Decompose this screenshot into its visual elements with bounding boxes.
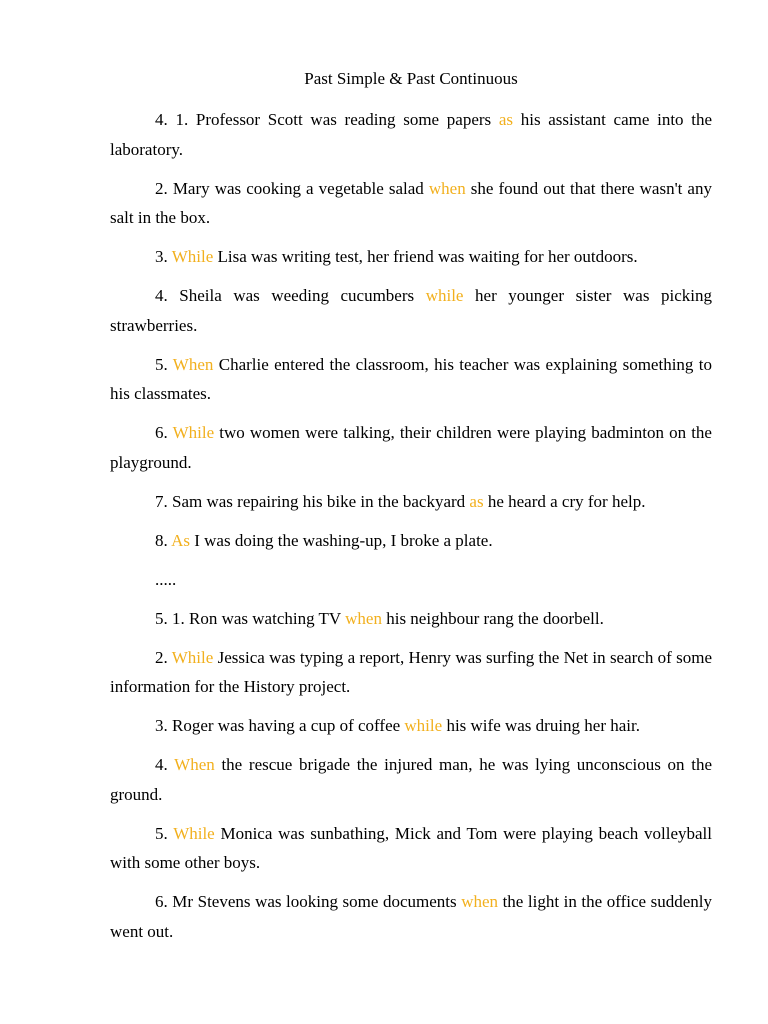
- sentence-text: 8.: [155, 530, 172, 550]
- paragraph: [110, 174, 712, 233]
- sentence-text: the light in the office suddenly went out.: [110, 892, 712, 941]
- conjunction-keyword: While: [172, 423, 215, 442]
- conjunction-keyword: as: [498, 110, 514, 129]
- sentence-text: 2. Mary was cooking a vegetable salad: [155, 178, 429, 198]
- sentence-text: she found out that there wasn't any salt in the box.: [110, 178, 712, 227]
- conjunction-keyword: While: [171, 247, 214, 266]
- sentence-text: 3. Roger was having a cup of coffee: [155, 716, 405, 735]
- paragraph: [110, 242, 712, 272]
- separator-dots: [110, 565, 712, 595]
- paragraph: [110, 105, 712, 164]
- paragraph: [110, 750, 712, 809]
- paragraph: [110, 350, 712, 409]
- document-page: [110, 66, 712, 956]
- paragraph: [110, 643, 712, 702]
- sentence-text: his wife was druing her hair.: [442, 716, 641, 735]
- conjunction-keyword: While: [173, 823, 215, 843]
- sentence-text: the rescue brigade the injured man, he was lying unconscious on the ground.: [110, 755, 712, 804]
- conjunction-keyword: While: [171, 647, 214, 667]
- paragraph: [110, 711, 712, 741]
- conjunction-keyword: as: [469, 491, 484, 511]
- sentence-text: 4. 1. Professor Scott was reading some papers: [155, 110, 499, 129]
- paragraph: [110, 526, 712, 556]
- document-title: Past Simple & Past Continuous: [304, 69, 518, 88]
- conjunction-keyword: while: [425, 286, 464, 305]
- sentence-text: Jessica was typing a report, Henry was surfing the Net in search of some information for the History project.: [110, 647, 712, 696]
- conjunction-keyword: When: [174, 755, 215, 774]
- sentence-text: 6. Mr Stevens was looking some documents: [155, 892, 462, 911]
- sentence-text: Charlie entered the classroom, his teacher was explaining something to his classmates.: [110, 354, 712, 403]
- sentence-text: he heard a cry for help.: [483, 491, 646, 511]
- conjunction-keyword: when: [461, 892, 499, 911]
- conjunction-keyword: As: [171, 530, 190, 550]
- sentence-text: .....: [155, 569, 177, 589]
- sentence-text: 6.: [155, 423, 173, 442]
- conjunction-keyword: when: [345, 608, 382, 628]
- sentence-text: 4.: [155, 755, 175, 774]
- sentence-text: 3.: [155, 247, 172, 266]
- sentence-text: her younger sister was picking strawberries.: [110, 286, 712, 335]
- sentence-text: 5.: [155, 823, 174, 843]
- sentence-text: 5.: [155, 354, 173, 374]
- sentence-text: Lisa was writing test, her friend was waiting for her outdoors.: [213, 247, 638, 266]
- sentence-text: 4. Sheila was weeding cucumbers: [155, 286, 426, 305]
- sentence-text: 2.: [155, 647, 172, 667]
- paragraph: [110, 281, 712, 340]
- paragraph: [110, 418, 712, 477]
- sentence-text: 5. 1. Ron was watching TV: [155, 608, 346, 628]
- paragraph: [110, 819, 712, 878]
- sentence-text: 7. Sam was repairing his bike in the backyard: [155, 491, 470, 511]
- sentence-text: his assistant came into the laboratory.: [110, 110, 713, 159]
- paragraph: [110, 604, 712, 634]
- conjunction-keyword: when: [428, 178, 466, 198]
- conjunction-keyword: while: [404, 716, 443, 735]
- sentence-text: his neighbour rang the doorbell.: [381, 608, 604, 628]
- paragraph: [110, 887, 712, 946]
- sentence-text: Monica was sunbathing, Mick and Tom were playing beach volleyball with some other boys.: [110, 823, 712, 872]
- paragraph: [110, 487, 712, 517]
- conjunction-keyword: When: [172, 354, 214, 374]
- sentence-text: two women were talking, their children were playing badminton on the playground.: [110, 423, 712, 472]
- sentence-text: I was doing the washing-up, I broke a plate.: [189, 530, 493, 550]
